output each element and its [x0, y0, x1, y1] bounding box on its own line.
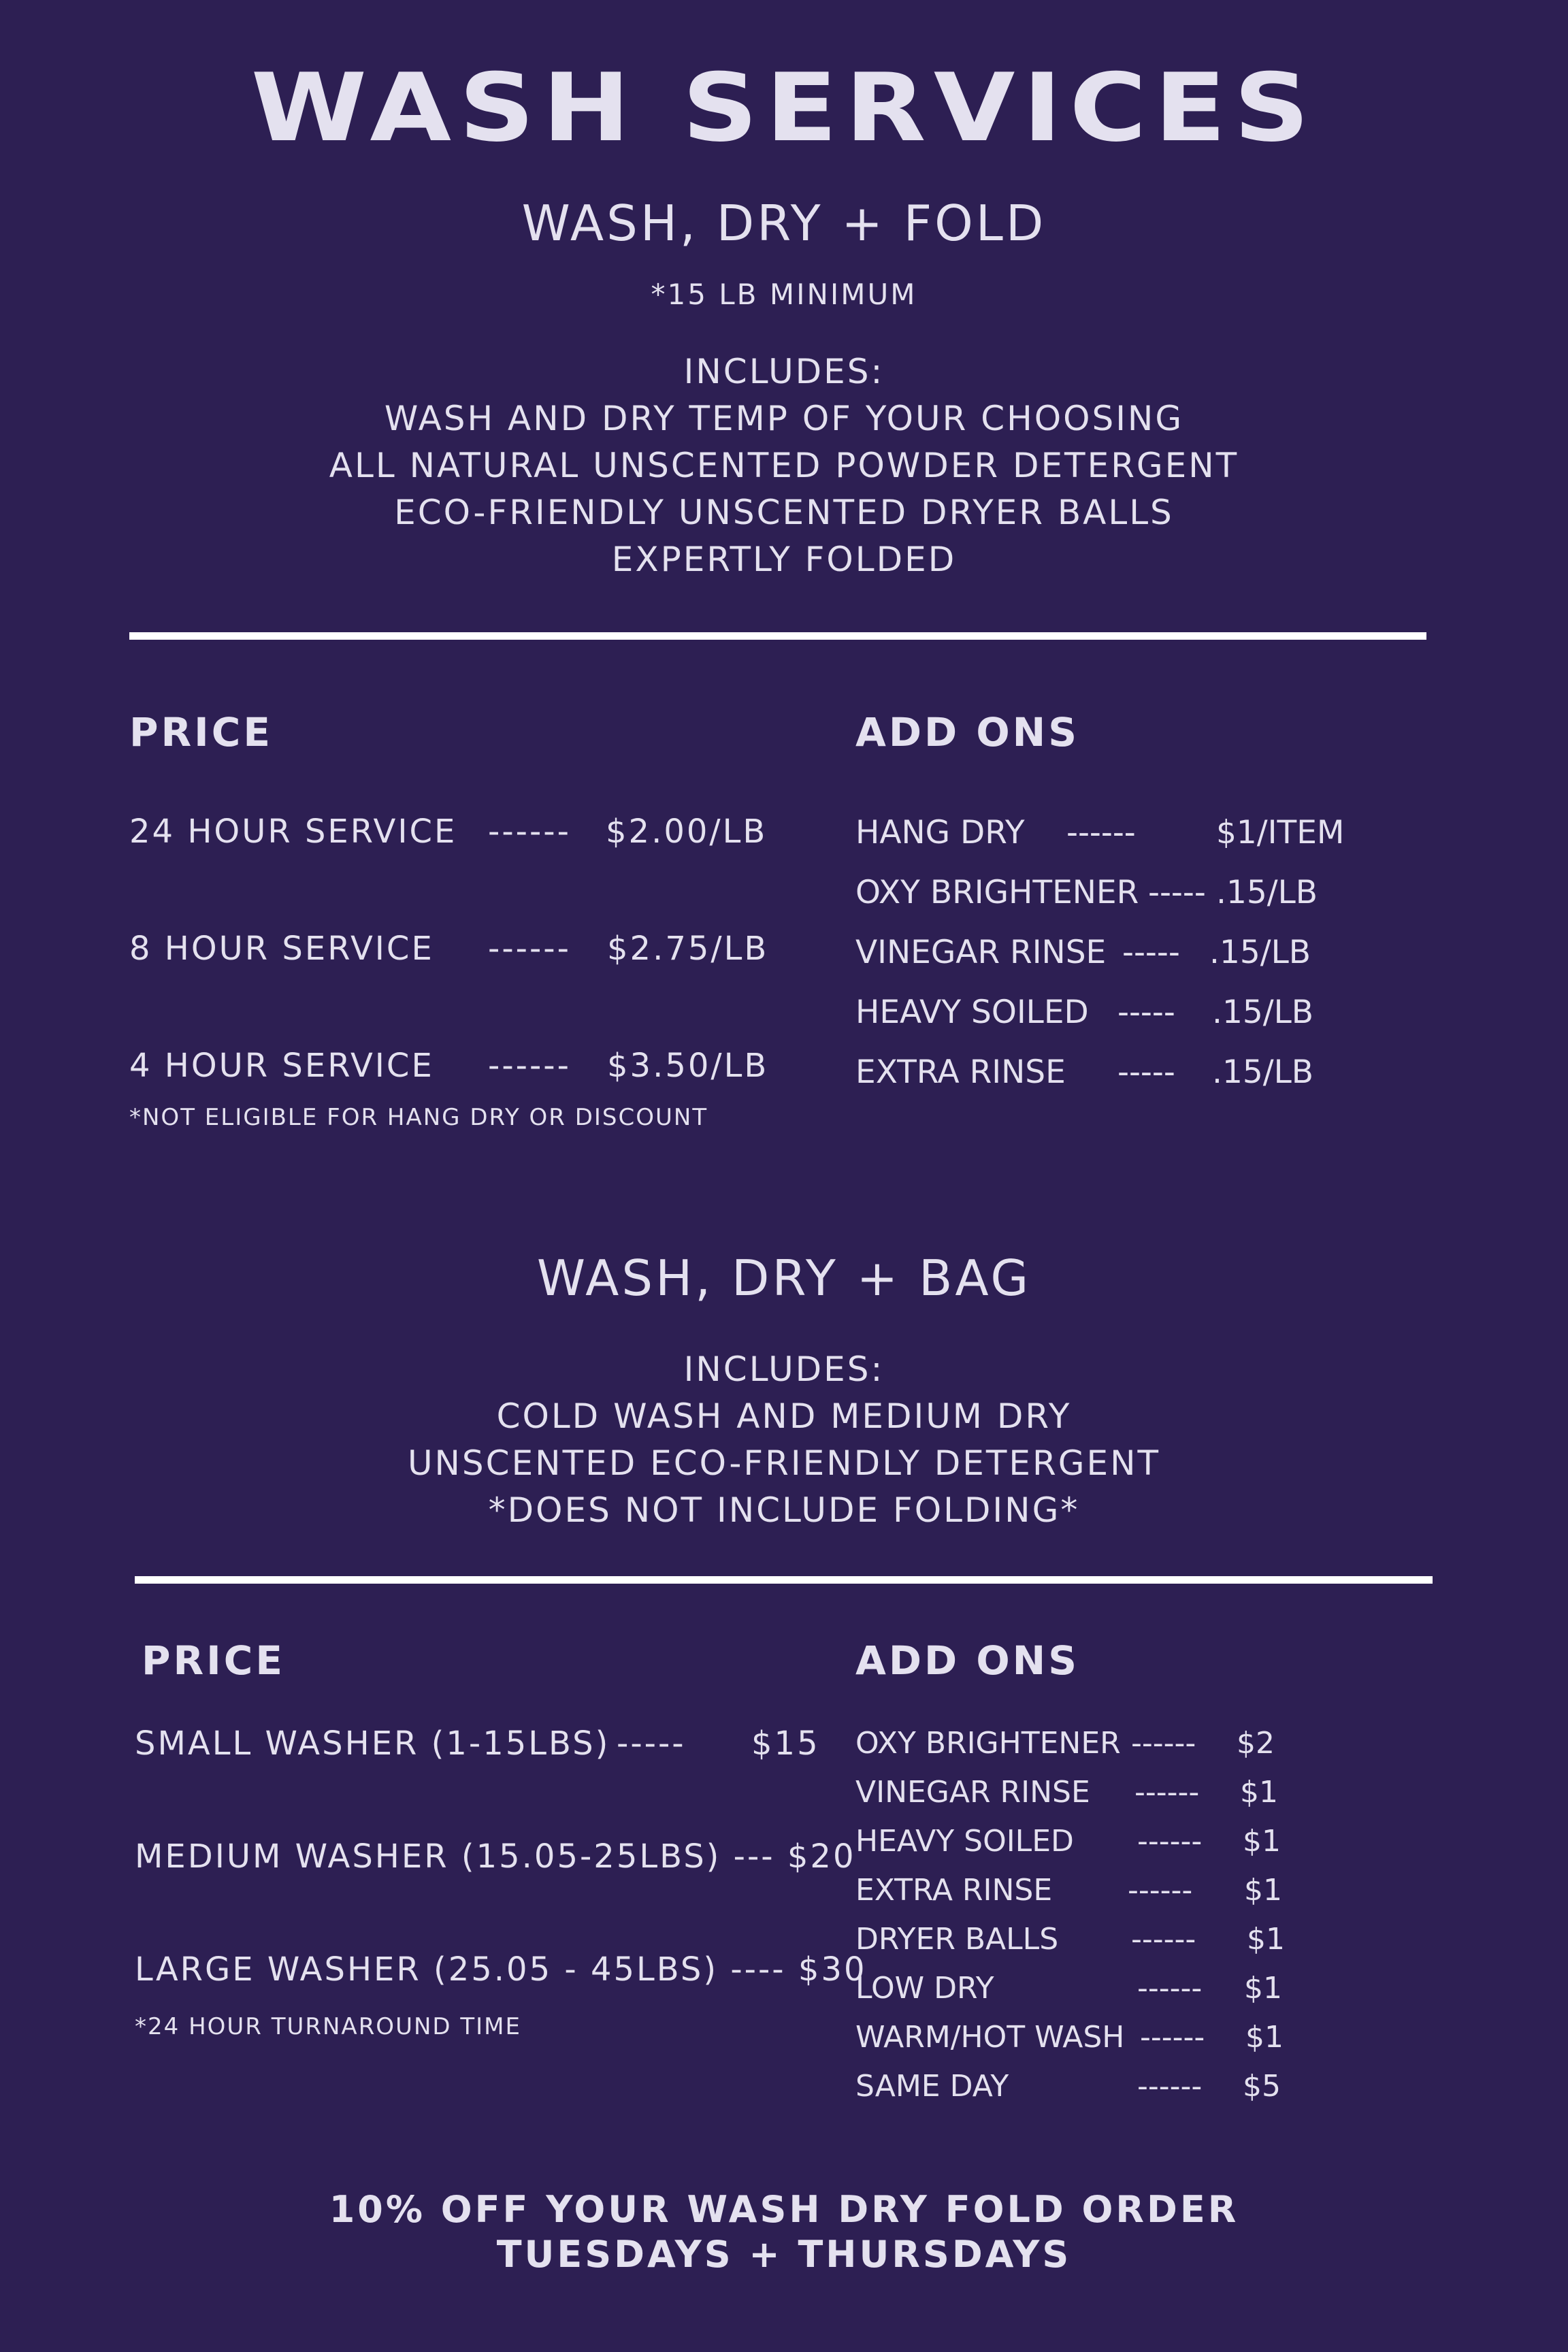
addon-name: WARM/HOT WASH: [855, 2020, 1125, 2055]
fold-includes-label: INCLUDES:: [683, 352, 885, 391]
divider: [129, 632, 1426, 640]
addon-row: [855, 2069, 1468, 2107]
price-row: LARGE WASHER (25.05 - 45LBS) ---- $30: [135, 1950, 867, 1989]
addon-price: $1: [1243, 1824, 1281, 1859]
addon-dash: -----: [1117, 1054, 1175, 1091]
fold-heading: WASH, DRY + FOLD: [521, 195, 1047, 252]
price-value: $2.00/LB: [606, 813, 768, 851]
addon-row: [855, 814, 1468, 855]
addon-name: HEAVY SOILED: [855, 1824, 1074, 1859]
addon-dash: ------: [1131, 1922, 1196, 1957]
addon-price: .15/LB: [1212, 994, 1314, 1031]
addon-row: [855, 874, 1468, 915]
price-dash: -----: [617, 1725, 686, 1763]
addon-row: [855, 1775, 1468, 1813]
addon-row: [855, 1971, 1468, 2009]
bag-includes-label: INCLUDES:: [683, 1350, 885, 1389]
fold-include-item: EXPERTLY FOLDED: [611, 540, 957, 579]
price-value: $15: [751, 1725, 820, 1763]
price-dash: ------: [488, 813, 571, 851]
price-value: $3.50/LB: [607, 1047, 769, 1085]
price-row: MEDIUM WASHER (15.05-25LBS) --- $20: [135, 1838, 856, 1876]
divider: [135, 1576, 1433, 1584]
addon-row: [855, 1824, 1468, 1862]
addon-name: EXTRA RINSE: [855, 1054, 1066, 1091]
bag-price-note: *24 HOUR TURNAROUND TIME: [135, 2013, 521, 2040]
addon-price: .15/LB: [1209, 934, 1311, 971]
fold-includes: [0, 348, 1568, 583]
price-name: 24 HOUR SERVICE: [129, 813, 457, 851]
price-row: [129, 930, 810, 970]
addon-name: OXY BRIGHTENER: [855, 874, 1139, 911]
addon-price: $1: [1247, 1922, 1285, 1957]
addon-row: [855, 1054, 1468, 1094]
addon-row: [855, 934, 1468, 975]
addon-name: EXTRA RINSE: [855, 1873, 1053, 1908]
bag-include-item: COLD WASH AND MEDIUM DRY: [496, 1396, 1072, 1436]
addon-dash: ------: [1137, 2069, 1203, 2104]
fold-include-item: ECO-FRIENDLY UNSCENTED DRYER BALLS: [394, 493, 1174, 532]
addon-name: VINEGAR RINSE: [855, 934, 1107, 971]
price-value: $2.75/LB: [607, 930, 769, 968]
addon-name: DRYER BALLS: [855, 1922, 1059, 1957]
promo-line: TUESDAYS + THURSDAYS: [496, 2233, 1072, 2276]
addon-price: .15/LB: [1212, 1054, 1314, 1091]
bag-addons-header: ADD ONS: [855, 1637, 1079, 1684]
addon-price: $1/ITEM: [1216, 814, 1345, 851]
addon-dash: -----: [1122, 934, 1180, 971]
addon-row: [855, 994, 1468, 1034]
price-dash: ------: [488, 930, 571, 968]
addon-dash: ------: [1137, 1824, 1203, 1859]
bag-heading: WASH, DRY + BAG: [536, 1250, 1032, 1307]
promo-banner: [0, 2187, 1568, 2277]
addon-name: HEAVY SOILED: [855, 994, 1089, 1031]
fold-minimum: *15 LB MINIMUM: [651, 278, 917, 311]
addon-name: VINEGAR RINSE: [855, 1775, 1090, 1810]
addon-dash: ------: [1137, 1971, 1203, 2006]
addon-dash: ------: [1140, 2020, 1205, 2055]
promo-line: 10% OFF YOUR WASH DRY FOLD ORDER: [329, 2188, 1239, 2231]
price-row: [129, 813, 810, 853]
fold-addons-header: ADD ONS: [855, 709, 1079, 755]
addon-name: SAME DAY: [855, 2069, 1009, 2104]
addon-name: LOW DRY: [855, 1971, 994, 2006]
price-row: [129, 1047, 810, 1088]
price-name: SMALL WASHER (1-15LBS): [135, 1725, 610, 1763]
fold-price-note: *NOT ELIGIBLE FOR HANG DRY OR DISCOUNT: [129, 1104, 708, 1131]
fold-include-item: ALL NATURAL UNSCENTED POWDER DETERGENT: [329, 446, 1239, 485]
bag-includes: [0, 1346, 1568, 1534]
addon-dash: ------: [1066, 814, 1136, 851]
price-name: 8 HOUR SERVICE: [129, 930, 434, 968]
addon-dash: ------: [1134, 1775, 1200, 1810]
addon-row: [855, 2020, 1468, 2058]
addon-price: $1: [1240, 1775, 1278, 1810]
addon-price: $2: [1237, 1726, 1275, 1761]
price-row: [135, 1725, 820, 1765]
fold-include-item: WASH AND DRY TEMP OF YOUR CHOOSING: [384, 399, 1184, 438]
addon-price: $1: [1244, 1971, 1282, 2006]
addon-price: $1: [1244, 1873, 1282, 1908]
price-name: 4 HOUR SERVICE: [129, 1047, 434, 1085]
addon-price: .15/LB: [1216, 874, 1318, 911]
addon-dash: ------: [1131, 1726, 1196, 1761]
fold-price-header: PRICE: [129, 709, 273, 755]
addon-row: [855, 1873, 1468, 1911]
addon-name: HANG DRY: [855, 814, 1025, 851]
addon-dash: -----: [1148, 874, 1206, 911]
addon-row: [855, 1726, 1468, 1764]
price-dash: ------: [488, 1047, 571, 1085]
page-title: WASH SERVICES: [250, 53, 1318, 163]
bag-price-header: PRICE: [142, 1637, 285, 1684]
addon-price: $5: [1243, 2069, 1281, 2104]
addon-price: $1: [1245, 2020, 1284, 2055]
bag-include-item: UNSCENTED ECO-FRIENDLY DETERGENT: [407, 1443, 1161, 1483]
addon-row: [855, 1922, 1468, 1960]
addon-dash: -----: [1117, 994, 1175, 1031]
addon-dash: ------: [1128, 1873, 1193, 1908]
bag-include-item: *DOES NOT INCLUDE FOLDING*: [488, 1490, 1080, 1530]
addon-name: OXY BRIGHTENER: [855, 1726, 1121, 1761]
